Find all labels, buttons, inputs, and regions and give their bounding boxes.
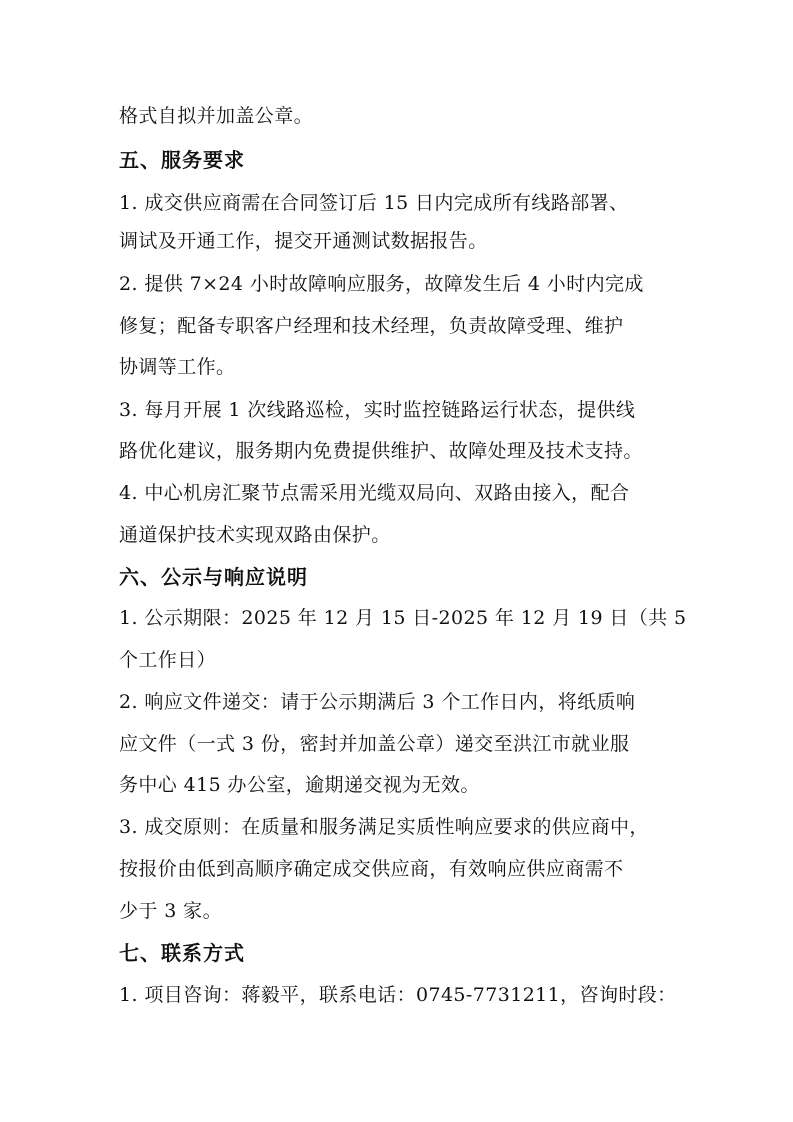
text-line: 个工作日） bbox=[119, 649, 217, 671]
text-line: 1. 公示期限：2025 年 12 月 15 日-2025 年 12 月 19 日（共 5 bbox=[119, 607, 687, 629]
text-line: 通道保护技术实现双路由保护。 bbox=[119, 524, 391, 546]
section-heading-announcement: 六、公示与响应说明 bbox=[119, 565, 308, 589]
text-line: 3. 每月开展 1 次线路巡检，实时监控链路运行状态，提供线 bbox=[119, 399, 636, 421]
section-heading-service-requirements: 五、服务要求 bbox=[119, 148, 245, 172]
text-line: 修复；配备专职客户经理和技术经理，负责故障受理、维护 bbox=[119, 315, 624, 337]
text-line: 务中心 415 办公室，逾期递交视为无效。 bbox=[119, 774, 480, 796]
text-line: 1. 项目咨询：蒋毅平，联系电话：0745-7731211，咨询时段： bbox=[119, 984, 677, 1006]
text-line: 1. 成交供应商需在合同签订后 15 日内完成所有线路部署、 bbox=[119, 192, 629, 214]
text-line: 3. 成交原则：在质量和服务满足实质性响应要求的供应商中， bbox=[119, 816, 649, 838]
text-line: 2. 响应文件递交：请于公示期满后 3 个工作日内，将纸质响 bbox=[119, 691, 636, 713]
section-heading-contact: 七、联系方式 bbox=[119, 941, 245, 965]
text-line: 2. 提供 7×24 小时故障响应服务，故障发生后 4 小时内完成 bbox=[119, 273, 644, 295]
text-line: 少于 3 家。 bbox=[119, 900, 222, 922]
text-line: 格式自拟并加盖公章。 bbox=[119, 105, 314, 127]
text-line: 按报价由低到高顺序确定成交供应商，有效响应供应商需不 bbox=[119, 858, 624, 880]
text-line: 调试及开通工作，提交开通测试数据报告。 bbox=[119, 230, 488, 252]
text-line: 路优化建议，服务期内免费提供维护、故障处理及技术支持。 bbox=[119, 440, 643, 462]
text-line: 协调等工作。 bbox=[119, 356, 236, 378]
text-line: 4. 中心机房汇聚节点需采用光缆双局向、双路由接入，配合 bbox=[119, 482, 630, 504]
text-line: 应文件（一式 3 份，密封并加盖公章）递交至洪江市就业服 bbox=[119, 733, 630, 755]
